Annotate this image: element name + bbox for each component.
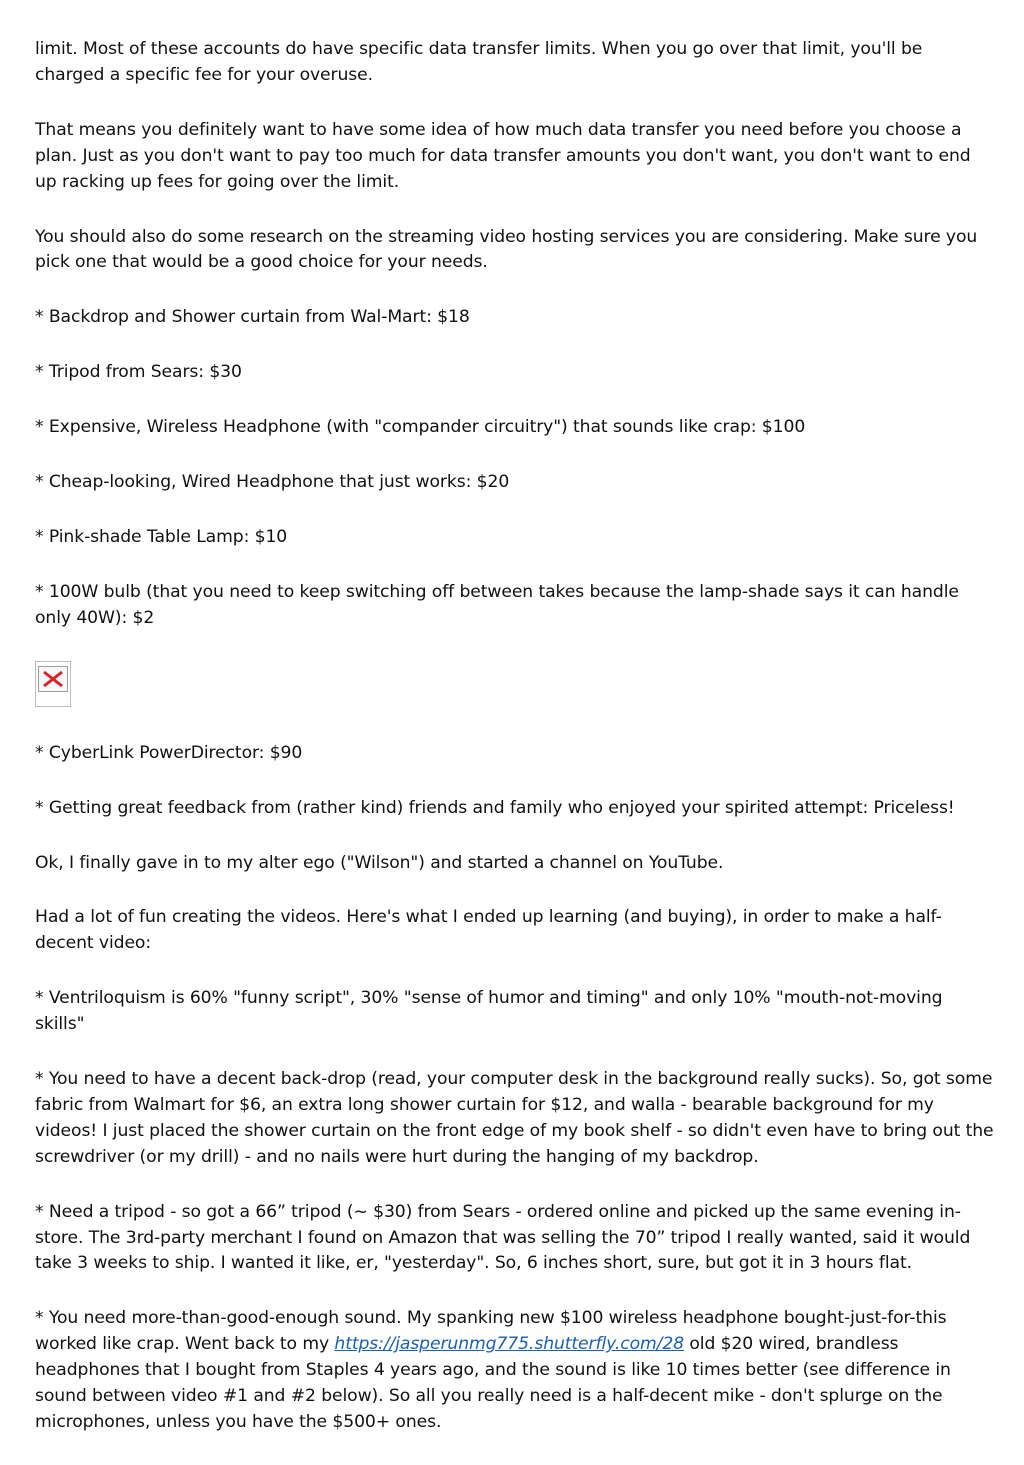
list-item-table-lamp: * Pink-shade Table Lamp: $10: [35, 526, 288, 547]
paragraph-youtube-channel: Ok, I finally gave in to my alter ego ("Wilson") and started a channel on YouTube.: [35, 852, 724, 873]
paragraph-learning: Had a lot of fun creating the videos. Here's what I ended up learning (and buying), in order to make a half-decent video:: [35, 907, 942, 954]
list-item-tripod: * Tripod from Sears: $30: [35, 362, 242, 383]
sound-text-after-link: old $20 wired, brandless headphones that I bought from Staples 4 years ago, and the sound is like 10 times better (see difference in sound between video #1 and #2 below). So all you really need is a half-decent mike - don't splurge on the microphones, unless you have the $500+ ones.: [35, 1334, 951, 1432]
list-item-backdrop-details: * You need to have a decent back-drop (read, your computer desk in the background really sucks). So, got some fabric from Walmart for $6, an extra long shower curtain for $12, and walla - bearable background for my videos! I just placed the shower curtain on the front edge of my book shelf - so didn't even have to bring out the screwdriver (or my drill) - and no nails were hurt during the hanging of my backdrop.: [35, 1069, 994, 1167]
list-item-wireless-headphone: * Expensive, Wireless Headphone (with "compander circuitry") that sounds like crap: $100: [35, 417, 806, 438]
list-item-wired-headphone: * Cheap-looking, Wired Headphone that just works: $20: [35, 472, 510, 493]
sound-text-before-link: * You need more-than-good-enough sound. My spanking new $100 wireless headphone bought-just-for-this worked like crap. Went back to my: [35, 1308, 947, 1355]
article-body: [35, 37, 995, 1465]
list-item-bulb: * 100W bulb (that you need to keep switching off between takes because the lamp-shade says it can handle only 40W): $2: [35, 581, 959, 628]
paragraph-research: You should also do some research on the streaming video hosting services you are considering. Make sure you pick one that would be a good choice for your needs.: [35, 226, 978, 273]
list-item-feedback: * Getting great feedback from (rather kind) friends and family who enjoyed your spirited attempt: Priceless!: [35, 797, 955, 818]
paragraph-data-limit: limit. Most of these accounts do have specific data transfer limits. When you go over that limit, you'll be charged a specific fee for your overuse.: [35, 39, 923, 85]
list-item-ventriloquism: * Ventriloquism is 60% "funny script", 30% "sense of humor and timing" and only 10% "mouth-not-moving skills": [35, 988, 943, 1035]
list-item-tripod-details: * Need a tripod - so got a 66” tripod (~ $30) from Sears - ordered online and picked up the same evening in-store. The 3rd-party merchant I found on Amazon that was selling the 70” tripod I really wanted, said it would take 3 weeks to ship. I wanted it like, er, "yesterday". So, 6 inches short, sure, but got it in 3 hours flat.: [35, 1201, 971, 1274]
list-item-powerdirector: * CyberLink PowerDirector: $90: [35, 742, 303, 763]
paragraph-data-transfer: That means you definitely want to have some idea of how much data transfer you need before you choose a plan. Just as you don't want to pay too much for data transfer amounts you don't want, you don't want to end up racking up fees for going over the limit.: [35, 119, 971, 192]
broken-image-icon: [35, 661, 71, 707]
list-item-backdrop: * Backdrop and Shower curtain from Wal-Mart: $18: [35, 307, 470, 328]
list-item-sound: [35, 1306, 995, 1436]
shutterfly-link[interactable]: https://jasperunmg775.shutterfly.com/28: [334, 1334, 684, 1355]
